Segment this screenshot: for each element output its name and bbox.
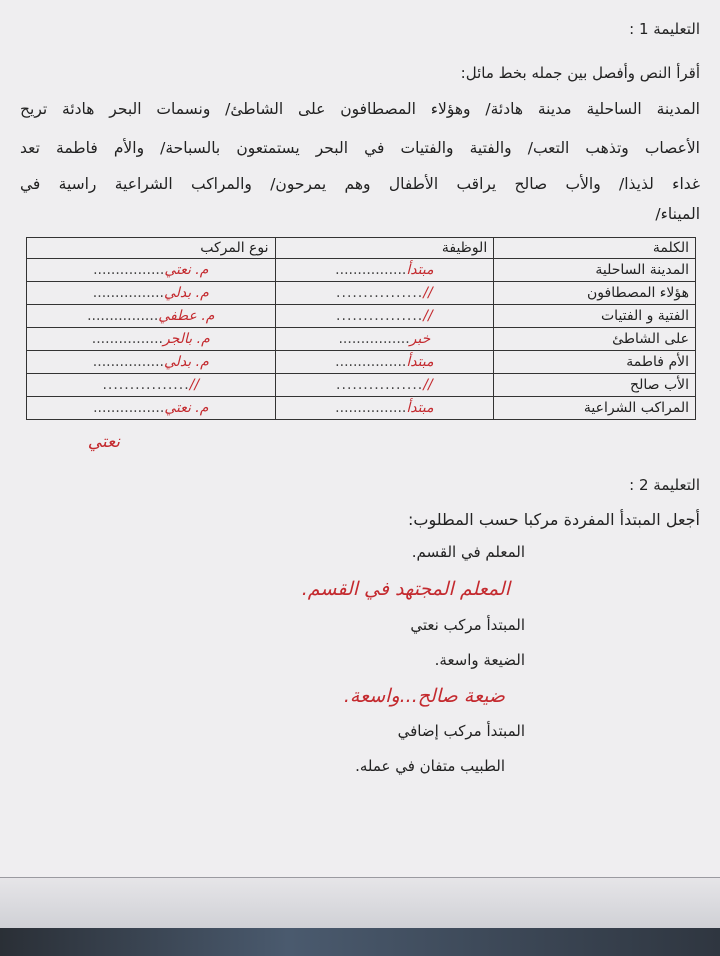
handwritten-answer: مبتدأ <box>406 400 434 416</box>
cell-word: على الشاطئ <box>494 328 696 351</box>
passage-line-4: الميناء/ <box>655 205 700 223</box>
handwritten-answer: م. بدلي <box>164 285 209 301</box>
requirement-1: المبتدأ مركب نعتي <box>410 616 525 634</box>
dotted-blank: ................ <box>335 354 407 370</box>
instruction2-heading: التعليمة 2 : <box>629 476 700 494</box>
cell-function <box>275 305 494 328</box>
dotted-blank: ................ <box>338 331 410 347</box>
table-row <box>27 282 696 305</box>
table-header-row <box>27 238 696 259</box>
dotted-blank: ................ <box>335 400 407 416</box>
handwritten-answer: م. نعتي <box>164 262 209 278</box>
example-2: الضيعة واسعة. <box>434 651 525 669</box>
cell-function <box>275 351 494 374</box>
dotted-blank: ................ <box>87 308 159 324</box>
cell-type <box>27 259 276 282</box>
cell-type <box>27 305 276 328</box>
cell-word: الأب صالح <box>494 374 696 397</box>
table-row <box>27 351 696 374</box>
cell-type <box>27 282 276 305</box>
cell-type <box>27 397 276 420</box>
cell-word: المراكب الشراعية <box>494 397 696 420</box>
cell-type <box>27 374 276 397</box>
example-3: الطبيب متفان في عمله. <box>355 757 505 775</box>
table-row <box>27 305 696 328</box>
cell-word: المدينة الساحلية <box>494 259 696 282</box>
table-row <box>27 374 696 397</box>
dotted-blank: ................ <box>336 377 424 393</box>
table-row <box>27 397 696 420</box>
header-type: نوع المركب <box>27 238 276 259</box>
handwritten-answer: مبتدأ <box>406 354 434 370</box>
handwritten-answer: مبتدأ <box>406 262 434 278</box>
handwritten-answer: م. بدلي <box>164 354 209 370</box>
header-word: الكلمة <box>494 238 696 259</box>
handwritten-answer: م. عطفي <box>158 308 215 324</box>
dotted-blank: ................ <box>336 285 424 301</box>
cell-function <box>275 259 494 282</box>
handwritten-answer: // <box>189 377 200 393</box>
table-row <box>27 328 696 351</box>
instruction1-heading: التعليمة 1 : <box>629 20 700 38</box>
dotted-blank: ................ <box>336 308 424 324</box>
cell-function <box>275 282 494 305</box>
paper-bottom-shadow <box>0 878 720 930</box>
handwritten-answer: // <box>423 377 433 393</box>
stray-handwritten-note: نعتي <box>87 432 120 452</box>
instruction1-prompt: أقرأ النص وأفصل بين جمله بخط مائل: <box>460 64 700 82</box>
cell-word: الأم فاطمة <box>494 351 696 374</box>
dotted-blank: ................ <box>93 262 165 278</box>
passage-line-2: الأعصاب وتذهب التعب/ والفتية والفتيات في البحر يستمتعون بالسباحة/ والأم فاطمة تعد <box>20 139 700 157</box>
dotted-blank: ................ <box>93 400 165 416</box>
passage-line-3: غداء لذيذا/ والأب صالح يراقب الأطفال وهم يمرحون/ والمراكب الشراعية راسية في <box>20 175 700 193</box>
dotted-blank: ................ <box>102 377 190 393</box>
cell-function <box>275 328 494 351</box>
cell-function <box>275 397 494 420</box>
table-row <box>27 259 696 282</box>
example-1: المعلم في القسم. <box>411 543 525 561</box>
background-fabric <box>0 928 720 956</box>
handwritten-answer: // <box>423 308 433 324</box>
requirement-2: المبتدأ مركب إضافي <box>397 722 525 740</box>
handwritten-answer: // <box>423 285 433 301</box>
instruction2-prompt: أجعل المبتدأ المفردة مركبا حسب المطلوب: <box>408 510 700 529</box>
handwritten-answer: خبر <box>409 331 431 347</box>
handwritten-answer: م. نعتي <box>164 400 209 416</box>
analysis-table <box>26 237 696 420</box>
cell-word: هؤلاء المصطافون <box>494 282 696 305</box>
dotted-blank: ................ <box>91 331 163 347</box>
answer-2: ضيعة صالح...واسعة. <box>343 685 505 707</box>
cell-function <box>275 374 494 397</box>
dotted-blank: ................ <box>92 285 164 301</box>
passage-line-1: المدينة الساحلية مدينة هادئة/ وهؤلاء المصطافون على الشاطئ/ ونسمات البحر هادئة تريح <box>20 100 700 118</box>
dotted-blank: ................ <box>92 354 164 370</box>
cell-type <box>27 351 276 374</box>
cell-type <box>27 328 276 351</box>
cell-word: الفتية و الفتيات <box>494 305 696 328</box>
handwritten-answer: م. بالجر <box>162 331 210 347</box>
dotted-blank: ................ <box>335 262 407 278</box>
answer-1: المعلم المجتهد في القسم. <box>301 578 510 600</box>
header-function: الوظيفة <box>275 238 494 259</box>
